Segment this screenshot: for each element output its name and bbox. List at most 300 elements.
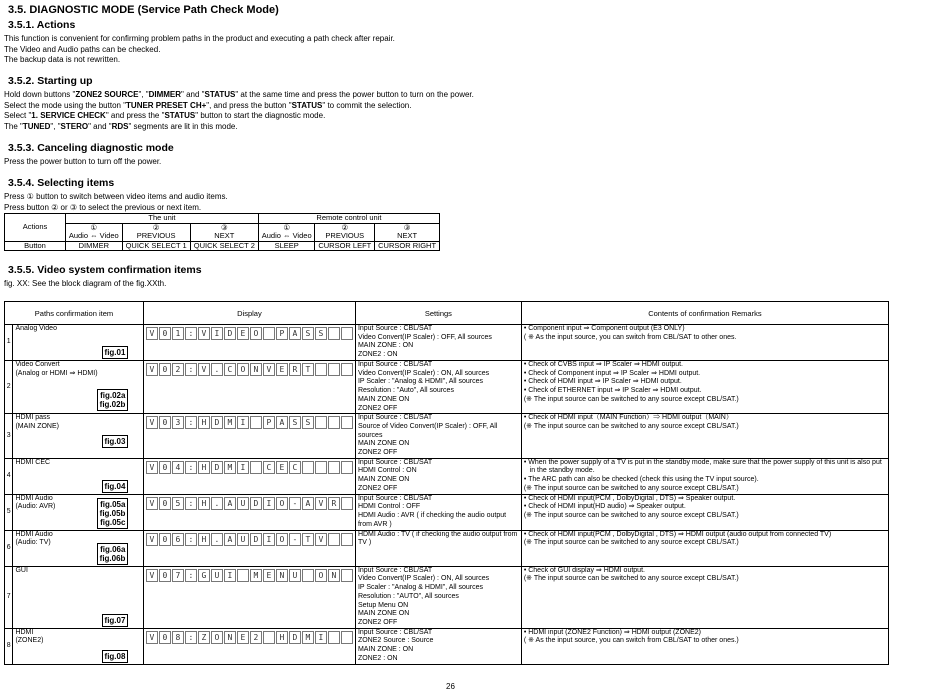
display-segment: G: [198, 569, 210, 582]
display-segment: V: [146, 497, 158, 510]
display-segment: T: [302, 363, 314, 376]
path-item-cell: [13, 458, 144, 494]
text-fragment: ", and press the button ": [206, 100, 292, 110]
bold-term: 1. SERVICE CHECK: [31, 111, 106, 120]
fl-display: [146, 533, 353, 546]
text-line: [4, 122, 474, 133]
fl-display: [146, 569, 353, 582]
display-segment: C: [263, 461, 275, 474]
figure-label: fig.02a: [100, 391, 126, 400]
display-segment: [237, 569, 249, 582]
display-segment: [328, 327, 340, 340]
display-segment: [328, 533, 340, 546]
display-cell: [143, 566, 355, 628]
circled-number: ①: [283, 222, 291, 232]
figure-reference: [102, 650, 129, 663]
fl-display: [146, 497, 353, 510]
text-fragment: ", ": [50, 121, 61, 131]
button-row: [5, 241, 440, 251]
button-cell: CURSOR RIGHT: [375, 241, 440, 251]
fl-display: [146, 461, 353, 474]
remarks-cell: [521, 414, 888, 459]
display-segment: M: [224, 461, 236, 474]
remark-line: • Check of HDMI input(PCM , DolbyDigital , DTS) ⇒ Speaker output.: [523, 494, 736, 502]
actions-header: Actions: [5, 214, 66, 242]
action-label: PREVIOUS: [136, 231, 176, 240]
display-segment: N: [328, 569, 340, 582]
path-item-label: Analog Video: [15, 325, 57, 332]
display-segment: N: [224, 631, 236, 644]
header-remarks: Contents of confirmation Remarks: [521, 302, 888, 325]
display-cell: [143, 414, 355, 459]
display-segment: R: [328, 497, 340, 510]
fl-display: [146, 327, 353, 340]
display-segment: 6: [172, 533, 184, 546]
path-item-cell: [13, 414, 144, 459]
display-segment: [315, 363, 327, 376]
remark-line: • When the power supply of a TV is put in the standby mode, make sure that the power supply of this unit is also put: [523, 458, 882, 466]
remark-line: (※ The input source can be switched to any source except CBL/SAT.): [523, 395, 739, 403]
bold-term: RDS: [111, 121, 129, 131]
figure-label: fig.05b: [99, 508, 126, 518]
display-segment: :: [185, 533, 197, 546]
display-segment: [315, 461, 327, 474]
display-segment: [328, 631, 340, 644]
display-segment: [263, 327, 275, 340]
display-segment: H: [198, 416, 210, 429]
display-segment: U: [237, 497, 249, 510]
remark-line: (※ The input source can be switched to any source except CBL/SAT.): [523, 484, 739, 492]
display-segment: M: [302, 631, 314, 644]
path-item-label: HDMI pass: [15, 414, 51, 422]
setting-line: ZONE2 OFF: [357, 484, 398, 492]
text-line: This function is convenient for confirming problem paths in the product and executing a path check after repair.: [4, 34, 395, 43]
path-item: [15, 531, 128, 566]
settings-cell: [355, 494, 521, 530]
text-fragment: " and press the ": [105, 111, 165, 120]
unit-header: The unit: [66, 214, 259, 224]
figure-reference: [97, 543, 129, 565]
display-segment: V: [263, 363, 275, 376]
remark-line: • Check of HDMI input ⇒ IP Scaler ⇒ HDMI output.: [523, 378, 682, 386]
path-item-cell: [13, 530, 144, 566]
setting-line: ZONE2 : ON: [357, 654, 398, 662]
settings-cell: [355, 628, 521, 664]
fl-display: [146, 631, 353, 644]
path-item: [15, 629, 128, 664]
bold-term: ZONE2 SOURCE: [75, 90, 139, 99]
remarks-cell: [521, 325, 888, 361]
text-fragment: Select ": [4, 111, 32, 120]
action-cell: [190, 223, 258, 241]
action-label: NEXT: [397, 231, 418, 240]
setting-line: Source of Video Convert(IP Scaler) : OFF, All sources: [357, 422, 498, 439]
display-segment: S: [315, 327, 327, 340]
display-segment: O: [315, 569, 327, 582]
display-segment: M: [250, 569, 262, 582]
remark-line: ( ※ As the input source, you can switch from CBL/SAT to other ones.): [523, 637, 739, 645]
row-number: 8: [5, 628, 13, 664]
display-segment: M: [224, 416, 236, 429]
settings-cell: [355, 361, 521, 414]
display-segment: V: [146, 533, 158, 546]
paths-header-row: [5, 302, 889, 325]
setting-line: MAIN ZONE ON: [357, 610, 410, 618]
display-segment: O: [250, 327, 262, 340]
display-segment: H: [276, 631, 288, 644]
path-item-label: HDMI Audio: [15, 530, 53, 538]
action-label: NEXT: [214, 231, 235, 240]
button-table: [4, 213, 440, 251]
display-segment: A: [224, 497, 236, 510]
action-cell: [66, 223, 123, 241]
remark-line: ( ※ As the input source, you can switch from CBL/SAT to other ones.: [523, 333, 737, 341]
text-line: The backup data is not rewritten.: [4, 55, 121, 64]
display-segment: V: [198, 363, 210, 376]
display-segment: D: [250, 497, 262, 510]
display-segment: [302, 569, 314, 582]
display-segment: 1: [172, 327, 184, 340]
row-number: 4: [5, 458, 13, 494]
display-segment: C: [289, 461, 301, 474]
action-cell: [315, 223, 375, 241]
selecting-text: [4, 192, 228, 213]
path-item-label: Video Convert: [15, 361, 60, 368]
text-fragment: " and ": [181, 90, 205, 99]
setting-line: ZONE2 OFF: [357, 449, 398, 457]
circled-number: ③: [220, 222, 228, 232]
circled-number: ③: [403, 222, 411, 232]
path-item-label: HDMI CEC: [15, 458, 51, 466]
display-segment: H: [198, 533, 210, 546]
remark-line: • Check of HDMI input(HD audio) ⇒ Speaker output.: [523, 503, 686, 511]
display-segment: V: [146, 461, 158, 474]
display-cell: [143, 494, 355, 530]
display-segment: 8: [172, 631, 184, 644]
setting-line: ZONE2 OFF: [357, 618, 398, 626]
remote-header: Remote control unit: [258, 214, 439, 224]
display-segment: O: [276, 533, 288, 546]
action-cell: [122, 223, 190, 241]
setting-line: HDMI Control : ON: [357, 467, 417, 475]
path-item-label: (Audio: AVR): [15, 503, 56, 511]
table-row: [5, 325, 889, 361]
heading-starting-up: 3.5.2. Starting up: [8, 75, 93, 87]
settings-cell: [355, 458, 521, 494]
setting-line: Input Source : CBL/SAT: [357, 325, 433, 332]
display-cell: [143, 628, 355, 664]
text-fragment: " to commit the selection.: [322, 100, 412, 110]
setting-line: Input Source : CBL/SAT: [357, 628, 433, 636]
action-label: PREVIOUS: [325, 231, 365, 240]
display-segment: 0: [159, 631, 171, 644]
row-number: 5: [5, 494, 13, 530]
display-segment: S: [302, 327, 314, 340]
remark-line: • HDMI input (ZONE2 Function) ⇒ HDMI output (ZONE2): [523, 628, 701, 636]
heading-canceling: 3.5.3. Canceling diagnostic mode: [8, 142, 174, 154]
display-segment: :: [185, 569, 197, 582]
table-row: [5, 628, 889, 664]
path-item-cell: [13, 361, 144, 414]
display-segment: :: [185, 631, 197, 644]
display-segment: :: [185, 327, 197, 340]
display-segment: A: [289, 327, 301, 340]
display-segment: U: [237, 533, 249, 546]
remark-line: • Check of CVBS input ⇒ IP Scaler ⇒ HDMI output.: [523, 361, 683, 368]
setting-line: IP Scaler : "Analog & HDMI", All sources: [357, 378, 483, 386]
video-note: fig. XX: See the block diagram of the fig.XXth.: [4, 279, 167, 288]
display-segment: .: [211, 363, 223, 376]
display-segment: H: [198, 461, 210, 474]
display-segment: 0: [159, 363, 171, 376]
display-segment: [263, 631, 275, 644]
display-segment: I: [263, 497, 275, 510]
display-segment: H: [198, 497, 210, 510]
display-segment: [341, 363, 353, 376]
remarks-cell: [521, 361, 888, 414]
display-segment: D: [211, 416, 223, 429]
text-fragment: " at the same time and press the power button to turn on the power.: [235, 90, 474, 99]
display-segment: O: [276, 497, 288, 510]
remarks-cell: [521, 494, 888, 530]
display-segment: D: [289, 631, 301, 644]
display-segment: [328, 363, 340, 376]
setting-line: HDMI Control : OFF: [357, 503, 421, 511]
page-number: 26: [446, 682, 455, 691]
display-segment: [341, 461, 353, 474]
display-cell: [143, 458, 355, 494]
display-segment: 0: [159, 497, 171, 510]
display-segment: D: [211, 461, 223, 474]
path-item: [15, 495, 128, 530]
bold-term: STATUS: [204, 90, 236, 99]
setting-line: ZONE2 : ON: [357, 351, 398, 359]
path-item-label: HDMI: [15, 628, 34, 636]
bold-term: TUNED: [22, 121, 51, 131]
path-item: [15, 361, 128, 412]
header-display: Display: [143, 302, 355, 325]
bold-term: STERO: [60, 121, 89, 131]
setting-line: HDMI Audio : AVR ( if checking the audio output from AVR ): [357, 512, 507, 528]
display-segment: I: [211, 327, 223, 340]
settings-cell: [355, 325, 521, 361]
display-segment: S: [289, 416, 301, 429]
text-fragment: Hold down buttons ": [4, 90, 76, 99]
text-fragment: The ": [4, 121, 23, 131]
figure-label: fig.05c: [100, 517, 126, 527]
setting-line: Input Source : CBL/SAT: [357, 414, 433, 422]
remark-line: in the standby mode.: [523, 467, 595, 475]
fl-display: [146, 363, 353, 376]
display-segment: A: [276, 416, 288, 429]
header-settings: Settings: [355, 302, 521, 325]
setting-line: MAIN ZONE ON: [357, 440, 410, 448]
heading-selecting-items: 3.5.4. Selecting items: [8, 177, 115, 189]
setting-line: Input Source : CBL/SAT: [357, 361, 433, 368]
setting-line: Video Convert(IP Scaler) : ON, All sources: [357, 575, 490, 583]
table-row: [5, 458, 889, 494]
text-line: Press the power button to turn off the power.: [4, 157, 162, 166]
setting-line: MAIN ZONE : ON: [357, 342, 414, 350]
display-segment: E: [237, 327, 249, 340]
path-item-label: (Analog or HDMI ⇒ HDMI): [15, 369, 98, 377]
display-segment: D: [250, 533, 262, 546]
display-cell: [143, 361, 355, 414]
display-segment: V: [198, 327, 210, 340]
text-line: [4, 101, 474, 112]
display-segment: V: [315, 533, 327, 546]
display-segment: A: [224, 533, 236, 546]
display-segment: 4: [172, 461, 184, 474]
display-segment: V: [146, 363, 158, 376]
canceling-text: [4, 157, 161, 168]
settings-cell: [355, 530, 521, 566]
action-label: Audio ⇔ Video: [68, 231, 119, 240]
figure-reference: [102, 480, 129, 493]
figure-label: fig.08: [104, 651, 126, 661]
setting-line: MAIN ZONE : ON: [357, 646, 414, 654]
button-cell: QUICK SELECT 1: [122, 241, 190, 251]
text-fragment: " segments are lit in this mode.: [128, 121, 238, 131]
display-segment: [341, 497, 353, 510]
display-segment: U: [211, 569, 223, 582]
display-segment: [341, 416, 353, 429]
figure-label: fig.04: [104, 481, 126, 491]
path-item: [15, 414, 128, 449]
remark-line: (※ The input source can be switched to any source except CBL/SAT.): [523, 512, 739, 520]
display-segment: E: [276, 461, 288, 474]
display-cell: [143, 325, 355, 361]
path-item-label: (MAIN ZONE): [15, 422, 59, 430]
setting-line: HDMI Audio : TV ( if checking the audio output from TV ): [357, 530, 518, 547]
table-row: [5, 414, 889, 459]
figure-reference: [102, 435, 129, 448]
display-segment: V: [146, 416, 158, 429]
button-cell: SLEEP: [258, 241, 315, 251]
display-segment: 0: [159, 569, 171, 582]
display-segment: P: [276, 327, 288, 340]
setting-line: MAIN ZONE ON: [357, 395, 410, 403]
display-segment: [328, 416, 340, 429]
bold-term: STATUS: [164, 111, 196, 120]
figure-reference: [97, 389, 129, 411]
text-fragment: " button to start the diagnostic mode.: [195, 111, 326, 120]
text-fragment: Select the mode using the button ": [4, 100, 127, 110]
display-segment: [341, 631, 353, 644]
remark-line: (※ The input source can be switched to any source except CBL/SAT.): [523, 422, 739, 430]
display-segment: E: [276, 363, 288, 376]
starting-text: [4, 90, 474, 132]
remark-line: • Check of Component input ⇒ IP Scaler ⇒ HDMI output.: [523, 369, 701, 377]
row-number: 6: [5, 530, 13, 566]
figure-label: fig.03: [104, 437, 126, 447]
remarks-cell: [521, 458, 888, 494]
figure-reference: [102, 614, 129, 627]
button-cell: QUICK SELECT 2: [190, 241, 258, 251]
display-segment: 0: [159, 533, 171, 546]
setting-line: Setup Menu ON: [357, 601, 409, 609]
figure-label: fig.06b: [99, 553, 126, 563]
circled-number: ②: [341, 222, 349, 232]
display-segment: O: [237, 363, 249, 376]
circled-number: ①: [90, 222, 98, 232]
setting-line: Video Convert(IP Scaler) : ON, All sources: [357, 369, 490, 377]
path-item-cell: [13, 628, 144, 664]
remark-line: • The ARC path can also be checked (check this using the TV input source).: [523, 476, 759, 484]
path-item-label: (ZONE2): [15, 637, 44, 645]
display-segment: .: [211, 533, 223, 546]
text-line: Press ① button to switch between video items and audio items.: [4, 192, 228, 201]
remark-line: • Check of HDMI input(PCM , DolbyDigital , DTS) ⇒ HDMI output (audio output from connected TV): [523, 530, 832, 538]
action-cell: [258, 223, 315, 241]
display-segment: :: [185, 461, 197, 474]
setting-line: Video Convert(IP Scaler) : OFF, All sources: [357, 333, 492, 341]
settings-cell: [355, 414, 521, 459]
table-row: [5, 361, 889, 414]
setting-line: Input Source : CBL/SAT: [357, 494, 433, 502]
display-segment: U: [289, 569, 301, 582]
display-segment: V: [146, 569, 158, 582]
remark-line: (※ The input source can be switched to any source except CBL/SAT.): [523, 575, 739, 583]
display-segment: O: [211, 631, 223, 644]
setting-line: MAIN ZONE ON: [357, 476, 410, 484]
figure-label: fig.07: [104, 615, 126, 625]
display-segment: :: [185, 363, 197, 376]
display-segment: N: [250, 363, 262, 376]
path-item: [15, 459, 128, 494]
display-segment: 2: [172, 363, 184, 376]
path-item-label: GUI: [15, 566, 28, 574]
button-header: Button: [5, 241, 66, 251]
settings-cell: [355, 566, 521, 628]
display-segment: I: [237, 416, 249, 429]
display-segment: D: [224, 327, 236, 340]
text-line: The Video and Audio paths can be checked.: [4, 44, 161, 54]
actions-text: [4, 34, 395, 66]
figure-reference: [97, 498, 129, 529]
header-paths: Paths confirmation item: [5, 302, 144, 325]
path-item: [15, 567, 128, 628]
display-cell: [143, 530, 355, 566]
paths-body: [5, 325, 889, 665]
display-segment: N: [276, 569, 288, 582]
text-line: Press button ② or ③ to select the previous or next item.: [4, 202, 202, 212]
figure-reference: [102, 346, 129, 359]
display-segment: 0: [159, 461, 171, 474]
text-fragment: ", ": [138, 90, 149, 99]
action-label: Audio ⇔ Video: [261, 231, 312, 240]
display-segment: 0: [159, 327, 171, 340]
text-fragment: " and ": [88, 121, 112, 131]
display-segment: A: [302, 497, 314, 510]
setting-line: ZONE2 OFF: [357, 404, 398, 412]
display-segment: E: [237, 631, 249, 644]
display-segment: 0: [159, 416, 171, 429]
path-item-cell: [13, 494, 144, 530]
display-segment: [250, 461, 262, 474]
display-segment: V: [146, 327, 158, 340]
path-item-label: (Audio: TV): [15, 539, 51, 547]
setting-line: Input Source : CBL/SAT: [357, 566, 433, 574]
display-segment: I: [263, 533, 275, 546]
display-segment: [328, 461, 340, 474]
remark-line: • Check of GUI display ⇒ HDMI output.: [523, 566, 645, 574]
setting-line: Resolution : "AUTO", All sources: [357, 592, 459, 600]
setting-line: Resolution : "Auto", All sources: [357, 387, 454, 395]
paths-table: [4, 301, 889, 665]
remarks-cell: [521, 566, 888, 628]
remark-line: • Check of ETHERNET input ⇒ IP Scaler ⇒ HDMI output.: [523, 387, 702, 395]
